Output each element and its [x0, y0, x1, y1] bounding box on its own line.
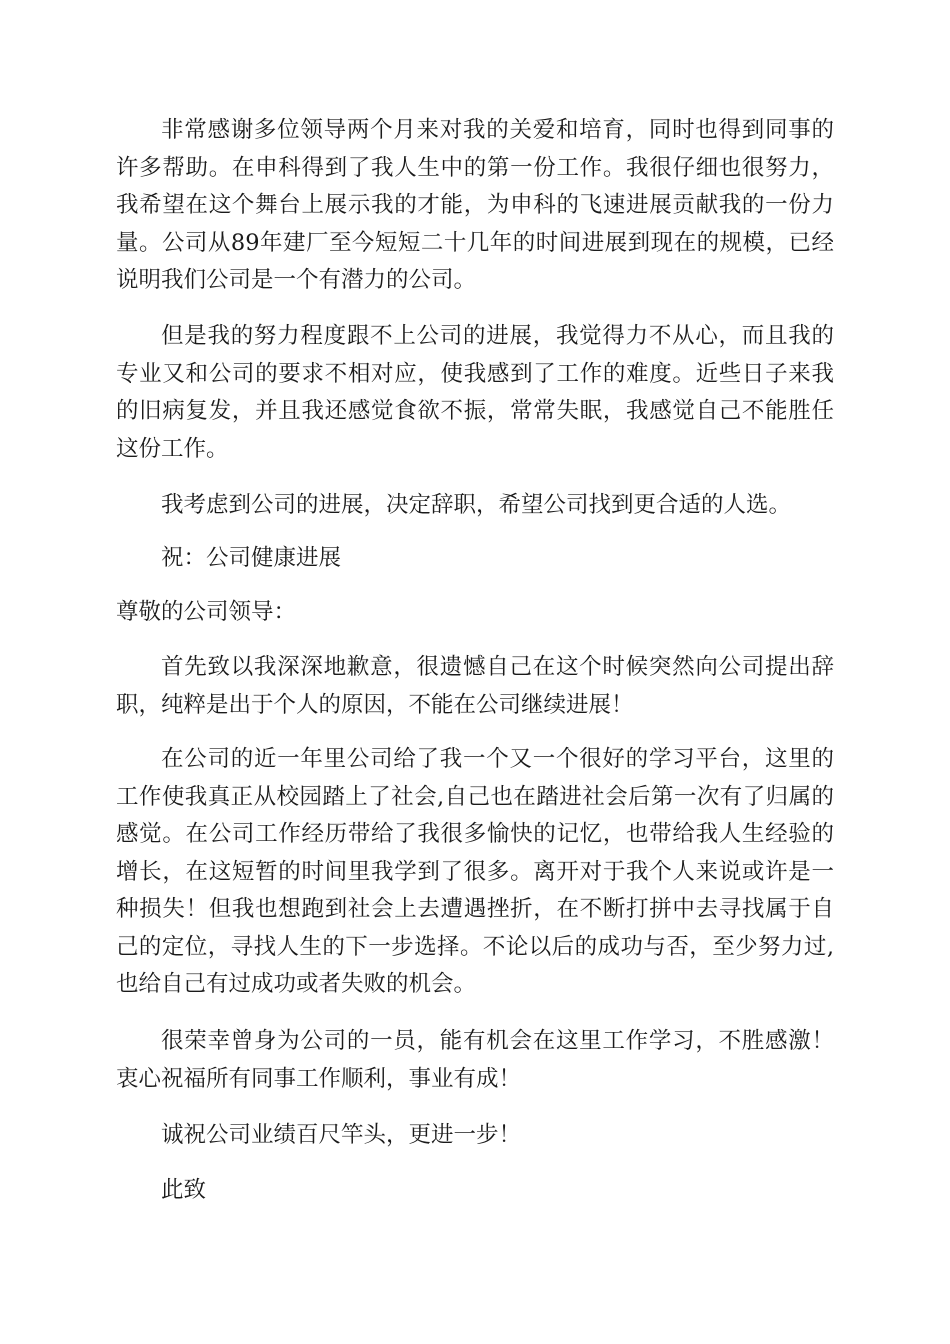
- paragraph-wish: 祝：公司健康进展: [161, 545, 342, 571]
- paragraph-gratitude: 非常感谢多位领导两个月来对我的关爱和培育，同时也得到同事的许多帮助。在申科得到了我人生中的第一份工作。我很仔细也很努力，我希望在这个舞台上展示我的才能，为申科的飞速进展贡献我的一份力量。公司从89年建厂至今短短二十几年的时间进展到现在的规模，已经说明我们公司是一个有潜力的公司。: [116, 117, 834, 293]
- paragraph-decision: 我考虑到公司的进展，决定辞职，希望公司找到更合适的人选。: [161, 492, 792, 518]
- salutation: 尊敬的公司领导：: [116, 599, 297, 625]
- paragraph-apology: 首先致以我深深地歉意，很遗憾自己在这个时候突然向公司提出辞职，纯粹是出于个人的原因，不能在公司继续进展！: [116, 654, 834, 718]
- paragraph-thanks: 很荣幸曾身为公司的一员，能有机会在这里工作学习，不胜感激！衷心祝福所有同事工作顺利，事业有成！: [116, 1028, 834, 1092]
- paragraph-blessing: 诚祝公司业绩百尺竿头，更进一步！: [161, 1122, 522, 1148]
- paragraph-experience: 在公司的近一年里公司给了我一个又一个很好的学习平台，这里的工作使我真正从校园踏上了社会,自己也在踏进社会后第一次有了归属的感觉。在公司工作经历带给了我很多愉快的记忆，也带给我人生经验的增长，在这短暂的时间里我学到了很多。离开对于我个人来说或许是一种损失！但我也想跑到社会上去遭遇挫折，在不断打拼中去寻找属于自己的定位，寻找人生的下一步选择。不论以后的成功与否，至少努力过,也给自己有过成功或者失败的机会。: [116, 746, 834, 997]
- paragraph-reason: 但是我的努力程度跟不上公司的进展，我觉得力不从心，而且我的专业又和公司的要求不相对应，使我感到了工作的难度。近些日子来我的旧病复发，并且我还感觉食欲不振，常常失眠，我感觉自己不能胜任这份工作。: [116, 323, 834, 462]
- closing-phrase: 此致: [161, 1177, 207, 1203]
